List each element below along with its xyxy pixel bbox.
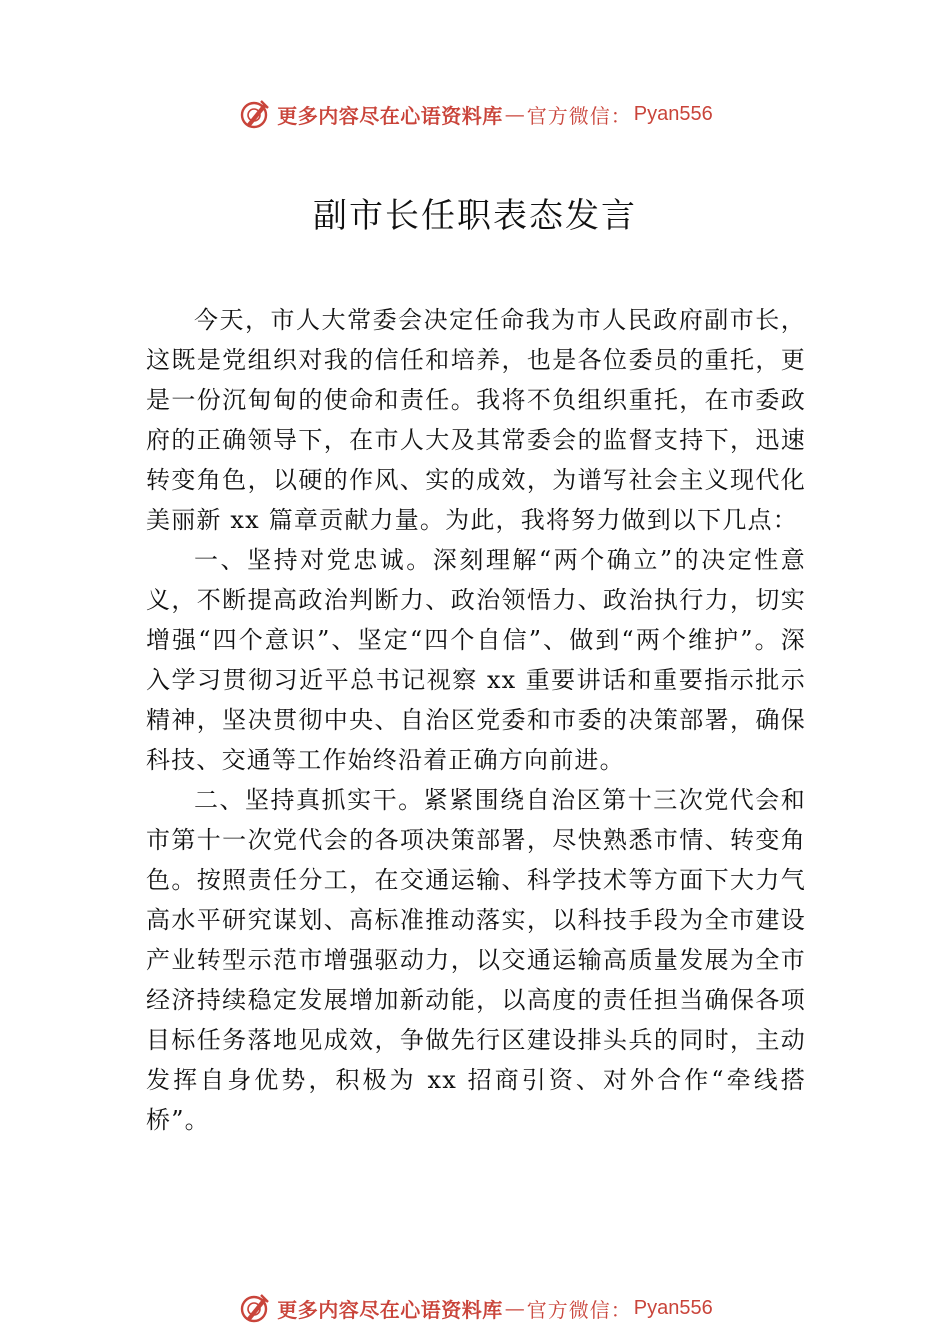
banner-official-label: 官方微信： (526, 103, 632, 128)
document-title: 副市长任职表态发言 (313, 196, 637, 236)
document-body (146, 300, 806, 1140)
paragraph-loyalty: 一、坚持对党忠诚。深刻理解“两个确立”的决定性意义，不断提高政治判断力、政治领悟力、政治执行力，切实增强“四个意识”、坚定“四个自信”、做到“两个维护”。深入学习贯彻习近平总书记视察 xx 重要讲话和重要指示批示精神，坚决贯彻中央、自治区党委和市委的决策部署，确保科技、交通等工作始终沿着正确方向前进。 (146, 546, 806, 774)
header-watermark-banner (0, 92, 950, 136)
footer-watermark-banner (0, 1286, 950, 1330)
banner-wechat-id: Pyan556 (633, 1296, 713, 1319)
banner-separator: — (504, 1296, 525, 1320)
banner-wechat-id: Pyan556 (633, 102, 713, 125)
paragraph-hard-work: 二、坚持真抓实干。紧紧围绕自治区第十三次党代会和市第十一次党代会的各项决策部署，尽快熟悉市情、转变角色。按照责任分工，在交通运输、科学技术等方面下大力气高水平研究谋划、高标准推动落实，以科技手段为全市建设产业转型示范市增强驱动力，以交通运输高质量发展为全市经济持续稳定发展增加新动能，以高度的责任担当确保各项目标任务落地见成效，争做先行区建设排头兵的同时，主动发挥自身优势，积极为 xx 招商引资、对外合作“牵线搭桥”。 (146, 786, 806, 1134)
banner-official-label: 官方微信： (526, 1297, 632, 1322)
pen-logo-icon (237, 1291, 271, 1325)
banner-main-text: 更多内容尽在心语资料库 (277, 103, 503, 128)
banner-separator: — (504, 102, 525, 126)
pen-logo-icon (237, 97, 271, 131)
banner-main-text: 更多内容尽在心语资料库 (277, 1297, 503, 1322)
paragraph-intro: 今天，市人大常委会决定任命我为市人民政府副市长，这既是党组织对我的信任和培养，也是各位委员的重托，更是一份沉甸甸的使命和责任。我将不负组织重托，在市委政府的正确领导下，在市人大及其常委会的监督支持下，迅速转变角色，以硬的作风、实的成效，为谱写社会主义现代化美丽新 xx 篇章贡献力量。为此，我将努力做到以下几点： (146, 306, 806, 534)
